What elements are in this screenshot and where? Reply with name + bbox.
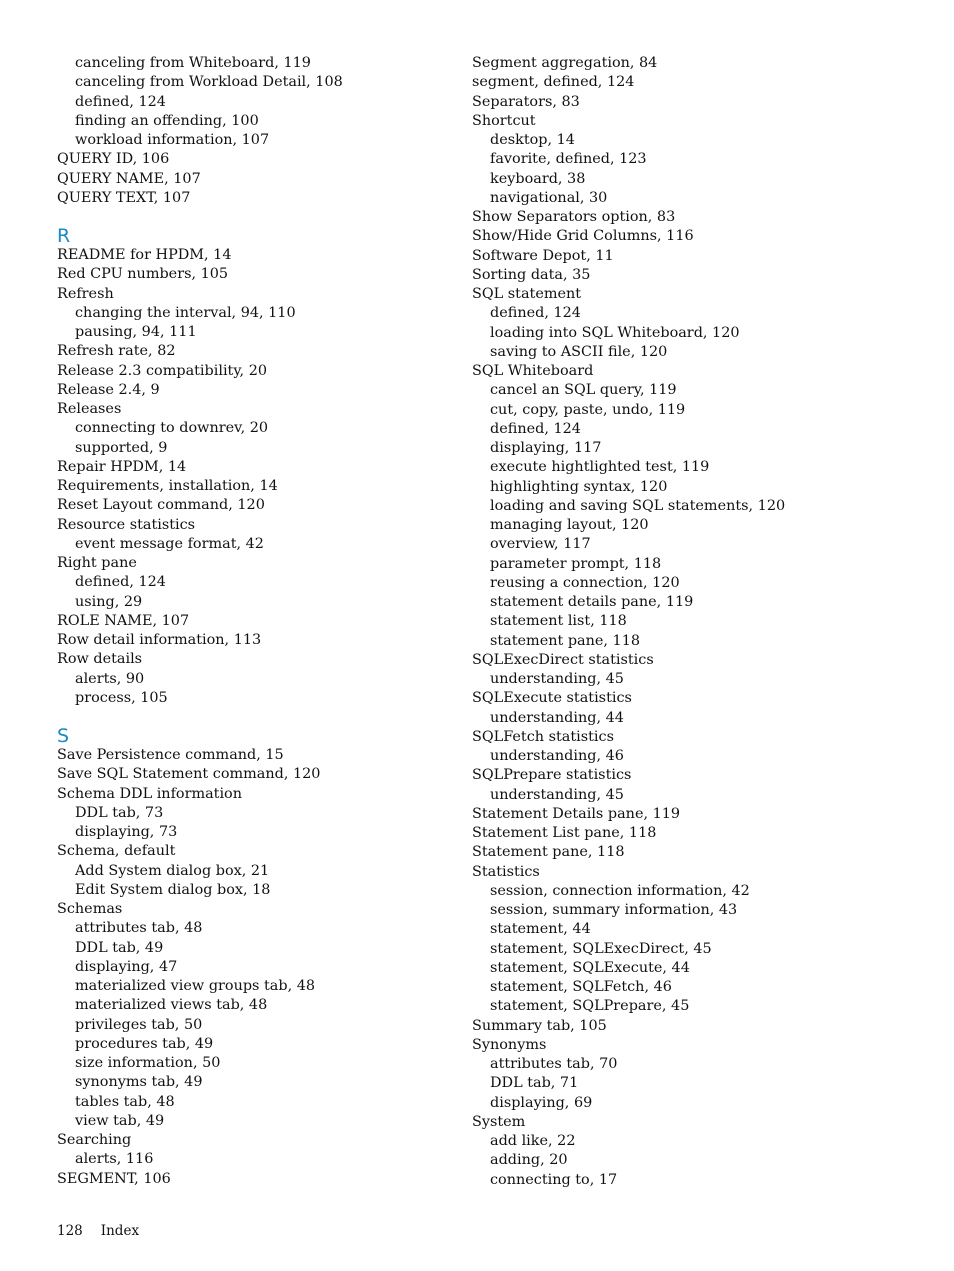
- index-subentry: understanding, 46: [490, 748, 624, 764]
- index-entry: Searching: [57, 1132, 132, 1148]
- index-subentry: understanding, 44: [490, 709, 624, 726]
- index-subentry: DDL tab, 73: [75, 804, 164, 821]
- index-subentry: highlighting syntax, 120: [490, 478, 668, 495]
- index-subentry: event message format, 42: [75, 535, 264, 552]
- index-column-right: [472, 54, 912, 1190]
- index-subentry: saving to ASCII file, 120: [490, 343, 668, 360]
- index-subentry: statement details pane, 119: [490, 594, 694, 610]
- index-entry: Statement pane, 118: [472, 844, 625, 861]
- index-entry: Summary tab, 105: [472, 1017, 607, 1034]
- index-subentry: canceling from Whiteboard, 119: [75, 55, 311, 71]
- index-entry: Schemas: [57, 901, 123, 917]
- index-entry: Statistics: [472, 863, 540, 880]
- index-entry: SQLFetch statistics: [472, 728, 614, 745]
- index-entry: Sorting data, 35: [472, 266, 591, 283]
- index-entry: Save Persistence command, 15: [57, 747, 284, 763]
- index-subentry: statement list, 118: [490, 613, 627, 630]
- index-letter-heading: S: [57, 725, 70, 747]
- index-entry: System: [472, 1113, 526, 1130]
- index-entry: Resource statistics: [57, 516, 196, 533]
- index-entry: Shortcut: [472, 112, 536, 129]
- index-letter-heading: R: [57, 225, 71, 247]
- index-entry: SQLExecDirect statistics: [472, 651, 654, 668]
- index-subentry: materialized views tab, 48: [75, 997, 268, 1014]
- index-subentry: using, 29: [75, 593, 143, 610]
- index-entry: SQL statement: [472, 286, 582, 302]
- index-subentry: DDL tab, 49: [75, 939, 164, 956]
- index-subentry: process, 105: [75, 689, 168, 706]
- index-entry: Statement Details pane, 119: [472, 805, 681, 822]
- index-entry: Red CPU numbers, 105: [57, 266, 229, 283]
- index-subentry: view tab, 49: [75, 1112, 165, 1129]
- index-entry: README for HPDM, 14: [57, 247, 232, 263]
- index-subentry: session, summary information, 43: [490, 902, 738, 918]
- index-entry: Synonyms: [472, 1036, 547, 1053]
- index-entry: Schema, default: [57, 843, 176, 860]
- index-subentry: workload information, 107: [75, 132, 270, 148]
- page-number: 128: [57, 1223, 83, 1239]
- index-subentry: supported, 9: [75, 439, 168, 456]
- index-entry: Row detail information, 113: [57, 632, 262, 648]
- index-subentry: statement pane, 118: [490, 632, 641, 649]
- index-subentry: statement, SQLFetch, 46: [490, 979, 672, 995]
- index-subentry: statement, SQLExecDirect, 45: [490, 940, 712, 957]
- footer-section-title: Index: [100, 1223, 140, 1239]
- index-entry: Requirements, installation, 14: [57, 478, 278, 494]
- index-entry: Segment aggregation, 84: [472, 55, 658, 71]
- index-subentry: favorite, defined, 123: [490, 151, 647, 168]
- index-subentry: session, connection information, 42: [490, 882, 750, 899]
- index-subentry: displaying, 47: [75, 958, 178, 975]
- index-subentry: displaying, 73: [75, 824, 178, 840]
- index-subentry: canceling from Workload Detail, 108: [75, 74, 343, 91]
- index-subentry: Add System dialog box, 21: [75, 862, 270, 879]
- index-entry: QUERY TEXT, 107: [57, 189, 191, 206]
- index-subentry: statement, SQLExecute, 44: [490, 959, 690, 976]
- index-subentry: synonyms tab, 49: [75, 1074, 203, 1091]
- index-entry: Save SQL Statement command, 120: [57, 766, 321, 783]
- index-subentry: connecting to, 17: [490, 1171, 618, 1188]
- index-subentry: reusing a connection, 120: [490, 574, 680, 591]
- index-subentry: attributes tab, 48: [75, 920, 203, 937]
- index-subentry: alerts, 90: [75, 670, 145, 687]
- index-entry: Releases: [57, 401, 122, 417]
- index-column-left: [57, 54, 467, 1189]
- index-subentry: keyboard, 38: [490, 170, 586, 187]
- index-entry: QUERY NAME, 107: [57, 170, 201, 187]
- index-entry: Right pane: [57, 555, 137, 571]
- index-subentry: loading into SQL Whiteboard, 120: [490, 324, 740, 341]
- index-subentry: DDL tab, 71: [490, 1075, 579, 1092]
- page-footer: [57, 1222, 139, 1240]
- index-entry: ROLE NAME, 107: [57, 612, 190, 629]
- index-subentry: desktop, 14: [490, 132, 575, 148]
- index-entry: QUERY ID, 106: [57, 151, 170, 168]
- index-subentry: size information, 50: [75, 1055, 221, 1071]
- index-subentry: pausing, 94, 111: [75, 324, 197, 340]
- index-entry: Separators, 83: [472, 93, 580, 110]
- index-entry: SEGMENT, 106: [57, 1170, 171, 1187]
- index-subentry: navigational, 30: [490, 189, 608, 206]
- index-entry: SQL Whiteboard: [472, 363, 594, 379]
- index-subentry: execute hightlighted test, 119: [490, 459, 710, 476]
- index-subentry: statement, SQLPrepare, 45: [490, 998, 690, 1015]
- index-subentry: adding, 20: [490, 1152, 568, 1169]
- index-subentry: defined, 124: [490, 305, 581, 322]
- index-entry: SQLExecute statistics: [472, 690, 632, 707]
- index-entry: Refresh rate, 82: [57, 343, 176, 360]
- index-subentry: add like, 22: [490, 1133, 576, 1149]
- index-entry: Row details: [57, 651, 143, 668]
- index-subentry: alerts, 116: [75, 1151, 154, 1168]
- index-subentry: cut, copy, paste, undo, 119: [490, 401, 686, 418]
- index-subentry: defined, 124: [490, 420, 581, 437]
- index-subentry: displaying, 117: [490, 440, 602, 456]
- index-subentry: defined, 124: [75, 93, 166, 110]
- index-entry: Show/Hide Grid Columns, 116: [472, 228, 694, 245]
- index-subentry: changing the interval, 94, 110: [75, 304, 296, 321]
- index-entry: Schema DDL information: [57, 785, 242, 802]
- index-entry: Statement List pane, 118: [472, 825, 657, 841]
- index-subentry: managing layout, 120: [490, 517, 649, 533]
- index-entry: Software Depot, 11: [472, 247, 614, 264]
- index-entry: segment, defined, 124: [472, 74, 635, 91]
- index-subentry: tables tab, 48: [75, 1093, 175, 1110]
- index-entry: Release 2.4, 9: [57, 381, 160, 398]
- index-subentry: overview, 117: [490, 536, 591, 553]
- index-subentry: loading and saving SQL statements, 120: [490, 497, 786, 514]
- index-entry: Reset Layout command, 120: [57, 497, 265, 514]
- index-subentry: statement, 44: [490, 921, 591, 938]
- index-subentry: displaying, 69: [490, 1094, 593, 1111]
- index-entry: Show Separators option, 83: [472, 209, 676, 225]
- index-subentry: privileges tab, 50: [75, 1016, 203, 1033]
- index-entry: Repair HPDM, 14: [57, 458, 187, 475]
- index-subentry: parameter prompt, 118: [490, 555, 662, 572]
- index-subentry: procedures tab, 49: [75, 1035, 214, 1052]
- index-subentry: cancel an SQL query, 119: [490, 382, 677, 399]
- index-subentry: Edit System dialog box, 18: [75, 881, 271, 898]
- index-entry: Refresh: [57, 285, 114, 302]
- index-subentry: materialized view groups tab, 48: [75, 978, 316, 994]
- index-subentry: attributes tab, 70: [490, 1056, 618, 1072]
- index-subentry: understanding, 45: [490, 671, 624, 687]
- index-subentry: connecting to downrev, 20: [75, 420, 269, 437]
- index-entry: SQLPrepare statistics: [472, 767, 632, 784]
- index-subentry: understanding, 45: [490, 786, 624, 803]
- index-subentry: defined, 124: [75, 574, 166, 591]
- index-subentry: finding an offending, 100: [75, 112, 259, 129]
- index-entry: Release 2.3 compatibility, 20: [57, 362, 268, 379]
